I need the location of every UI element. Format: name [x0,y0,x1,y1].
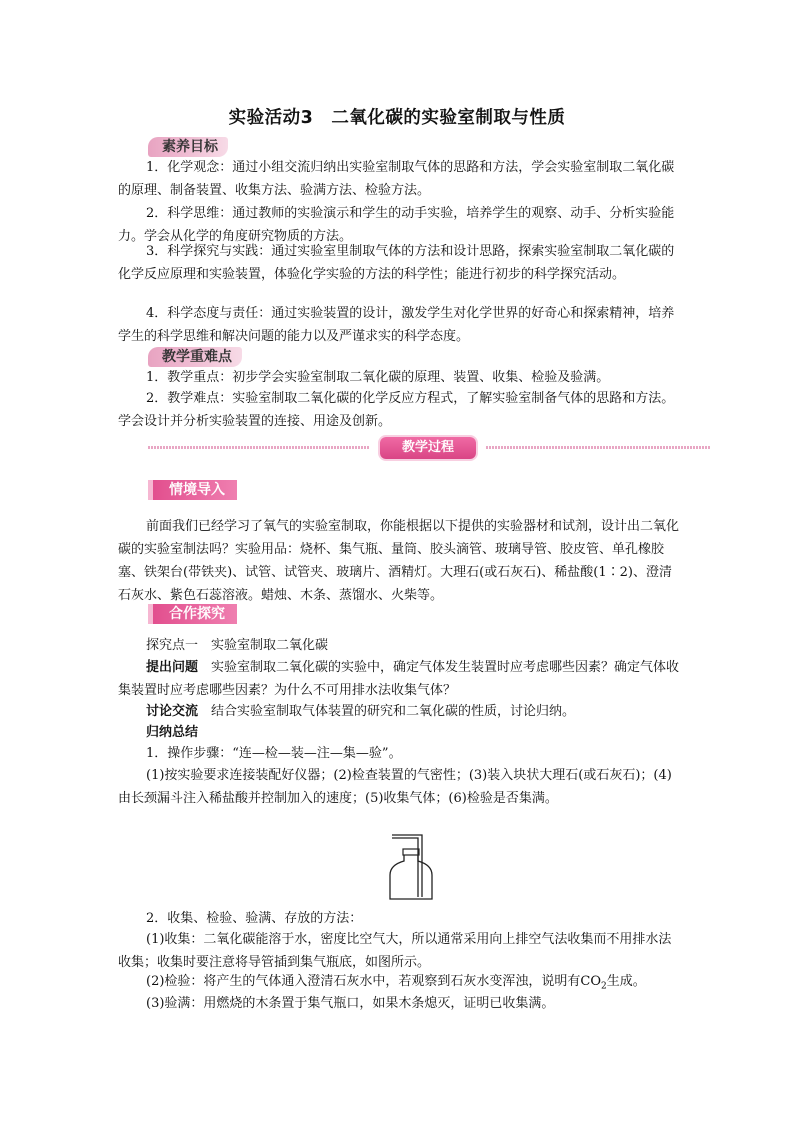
full-check-method: (3)验满：用燃烧的木条置于集气瓶口，如果木条熄灭，证明已收集满。 [146,996,555,1011]
test-method: (2)检验：将产生的气体通入澄清石灰水中，若观察到石灰水变浑浊，说明有$CO_2$生成。 [146,974,646,992]
banner-right-rule [486,446,710,449]
question-label: 提出问题 [146,660,199,675]
section-explore-heading: 合作探究 [148,604,237,624]
step-1: 1．操作步骤：“连—检—装—注—集—验”。 [146,746,402,761]
collect-method: (1)收集：二氧化碳能溶于水，密度比空气大，所以通常采用向上排空气法收集而不用排水法收集；收集时要注意将导管插到集气瓶底，如图所示。 [118,932,672,970]
intro-paragraph: 前面我们已经学习了氧气的实验室制取，你能根据以下提供的实验器材和试剂，设计出二氧化碳的实验室制法吗？实验用品：烧杯、集气瓶、量筒、胶头滴管、玻璃导管、胶皮管、单孔橡胶塞、铁架台(带铁夹)、试管、试管夹、玻璃片、酒精灯。大理石(或石灰石)、稀盐酸(1∶2)、澄清石灰水、紫色石蕊溶液。蜡烛、木条、蒸馏水、火柴等。 [118,519,680,603]
section-key-points-heading: 教学重难点 [148,347,242,367]
summary-label: 归纳总结 [146,725,199,740]
key-point-2: 2．教学难点：实验室制取二氧化碳的化学反应方程式，了解实验室制备气体的思路和方法。学会设计并分析实验装置的连接、用途及创新。 [118,391,675,429]
banner-left-rule [148,446,370,449]
question-text: 实验室制取二氧化碳的实验中，确定气体发生装置时应考虑哪些因素？确定气体收集装置时应考虑哪些因素？为什么不可用排水法收集气体？ [118,660,680,698]
step-2: 2．收集、检验、验满、存放的方法： [146,911,363,926]
goal-3: 3．科学探究与实践：通过实验室里制取气体的方法和设计思路，探索实验室制取二氧化碳的化学反应原理和实验装置，体验化学实验的方法的科学性；能进行初步的科学探究活动。 [118,244,675,282]
section-intro-heading: 情境导入 [148,480,237,500]
process-banner [148,440,710,456]
question-paragraph [118,656,682,702]
goal-2: 2．科学思维：通过教师的实验演示和学生的动手实验，培养学生的观察、动手、分析实验能力。学会从化学的角度研究物质的方法。 [118,206,675,244]
goal-1: 1．化学观念：通过小组交流归纳出实验室制取气体的思路和方法，学会实验室制取二氧化碳的原理、制备装置、收集方法、验满方法、检验方法。 [118,160,675,198]
discuss-text: 结合实验室制取气体装置的研究和二氧化碳的性质，讨论归纳。 [211,704,576,719]
process-label: 教学过程 [380,437,476,459]
goal-4: 4．科学态度与责任：通过实验装置的设计，激发学生对化学世界的好奇心和探索精神，培养学生的科学思维和解决问题的能力以及严谨求实的科学态度。 [118,306,675,344]
explore-point-title: 探究点一 实验室制取二氧化碳 [146,638,329,653]
discuss-label: 讨论交流 [146,704,199,719]
key-point-1: 1．教学重点：初步学会实验室制取二氧化碳的原理、装置、收集、检验及验满。 [146,370,610,385]
gas-collection-bottle-icon [386,829,436,901]
discuss-paragraph [118,700,682,723]
section-goals-heading: 素养目标 [148,137,228,157]
page-title: 实验活动3 二氧化碳的实验室制取与性质 [228,108,566,128]
step-1-detail: (1)按实验要求连接装配好仪器；(2)检查装置的气密性；(3)装入块状大理石(或石灰石)；(4)由长颈漏斗注入稀盐酸并控制加入的速度；(5)收集气体；(6)检验是否集满。 [118,768,672,806]
